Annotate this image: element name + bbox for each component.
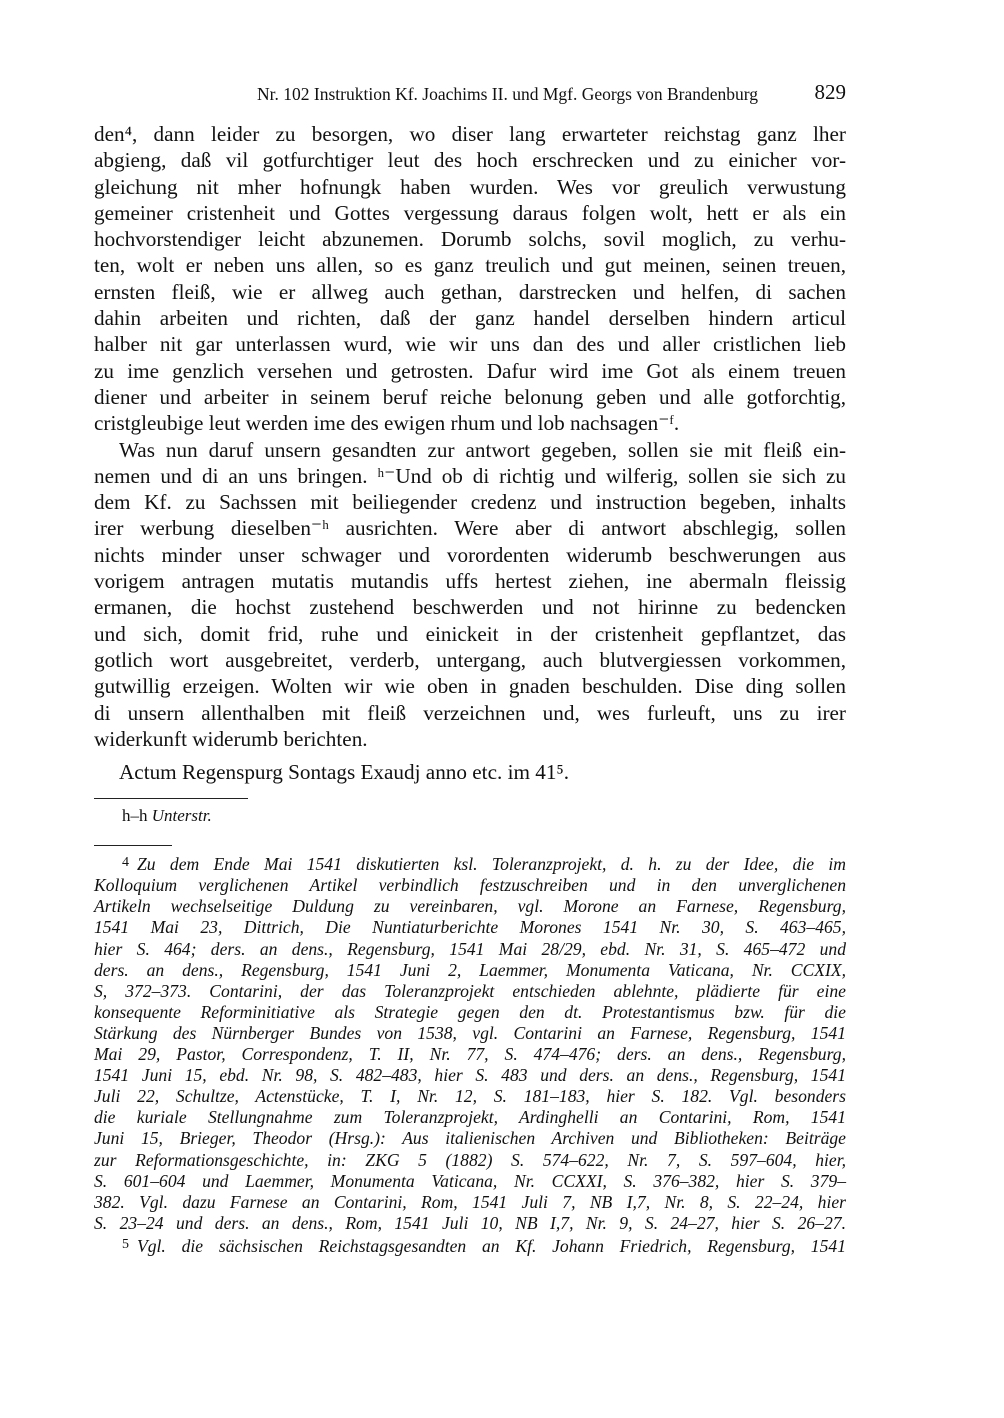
footnote-line: die kuriale Stellungnahme zum Toleranzprojekt, Ardinghelli an Contarini, Rom, 1541	[94, 1107, 846, 1128]
text-line: ernsten fleiß, wie er allweg auch gethan, darstrecken und helfen, di sachen	[94, 279, 846, 304]
text-critical-note	[122, 806, 212, 826]
text-line: vorigem antragen mutatis mutandis uffs hertest ziehen, ine abermaln fleissig	[94, 569, 846, 594]
main-text	[94, 121, 846, 785]
footnote-line: ders. an dens., Regensburg, 1541 Juni 2, Laemmer, Monumenta Vaticana, Nr. CCXIX,	[94, 959, 846, 980]
text-line: zu ime genzlich versehen und getrosten. Dafur wird ime Got als einem treuen	[94, 358, 846, 383]
text-line: den⁴, dann leider zu besorgen, wo diser lang erwarteter reichstag ganz lher	[94, 122, 846, 146]
footnotes	[94, 852, 846, 1257]
footnote-line: zur Reformationsgeschichte, in: ZKG 5 (1882) S. 574–622, Nr. 7, S. 597–604, hier,	[94, 1149, 846, 1170]
dating-line	[94, 759, 846, 785]
footnote-line: Artikeln wechselseitige Duldung zu vereinbaren, vgl. Morone an Farnese, Regensburg,	[94, 896, 846, 917]
note-text: Unterstr.	[151, 806, 212, 825]
text-line: gleichung nit mher hofnungk haben wurden. Wes vor greulich verwustung	[94, 174, 846, 199]
footnote-rule	[94, 845, 172, 846]
footnote-line: Juli 22, Schultze, Actenstücke, T. I, Nr. 12, S. 181–183, hier S. 182. Vgl. besonders	[94, 1086, 846, 1107]
text-line: und sich, domit frid, ruhe und einickeit in der cristenheit gepflantzet, das	[94, 621, 846, 646]
text-line: diener und arbeiter in seinem beruf reiche belonung geben und alle gotforchtig,	[94, 384, 846, 409]
footnote-line: Juni 15, Brieger, Theodor (Hrsg.): Aus italienischen Archiven und Bibliotheken: Beiträge	[94, 1128, 846, 1149]
footnote-line: Stärkung des Nürnberger Bundes von 1538, vgl. Contarini an Farnese, Regensburg, 1541	[94, 1022, 846, 1043]
text-critical-rule	[94, 798, 248, 799]
note-mark: h–h	[122, 806, 148, 825]
paragraph-1	[94, 121, 846, 437]
text-line: gutwillig erzeigen. Wolten wir wie oben in gnaden beschulden. Dise ding sollen	[94, 674, 846, 699]
text-line: widerkunft widerumb berichten.	[94, 726, 368, 751]
paragraph-2	[94, 437, 846, 753]
footnote-number: 4	[122, 855, 129, 870]
footnote-line: 1541 Juni 15, ebd. Nr. 98, S. 482–483, hier S. 483 und ders. an dens., Regensburg, 1541	[94, 1065, 846, 1086]
footnote-line: S. 23–24 und ders. an dens., Rom, 1541 Juli 10, NB I,7, Nr. 9, S. 24–27, hier S. 26–27.	[94, 1212, 846, 1233]
footnote-line: konsequente Reforminitiative als Strategie gegen den dt. Protestantismus bzw. für die	[94, 1001, 846, 1022]
text-line: di unsern allenthalben mit fleiß verzeichnen und, wes furleuft, uns zu irer	[94, 700, 846, 725]
text-line: Actum Regenspurg Sontags Exaudj anno etc. im 41⁵.	[119, 760, 570, 785]
text-line: nemen und di an uns bringen. ʰ⁻Und ob di richtig und wilferig, sollen sie sich zu	[94, 463, 846, 488]
text-line: hochvorstendiger leicht abzunemen. Dorumb solchs, sovil moglich, zu verhu-	[94, 227, 846, 252]
footnote-line: Mai 29, Pastor, Correspondenz, T. II, Nr. 77, S. 474–476; ders. an dens., Regensburg,	[94, 1044, 846, 1065]
footnote-line: Kolloquium verglichenen Artikel verbindlich festzuschreiben und in den unverglichenen	[94, 875, 846, 896]
footnote-line: hier S. 464; ders. an dens., Regensburg, 1541 Mai 28/29, ebd. Nr. 31, S. 465–472 und	[94, 938, 846, 959]
text-line: halber nit gar unterlassen wurd, wie wir uns dan des und aller cristlichen lieb	[94, 332, 846, 357]
text-line: gemeiner cristenheit und Gottes vergessung daraus folgen wolt, hett er als ein	[94, 200, 846, 225]
text-line: dem Kf. zu Sachssen mit beiliegender credenz und instruction begeben, inhalts	[94, 490, 846, 515]
text-line: cristgleubige leut werden ime des ewigen rhum und lob nachsagen⁻ᶠ.	[94, 411, 680, 436]
text-line: Was nun daruf unsern gesandten zur antwort gegeben, sollen sie mit fleiß ein-	[119, 437, 846, 462]
text-line: dahin arbeiten und richten, daß der ganz handel derselben hindern articul	[94, 306, 846, 331]
footnote-line: S, 372–373. Contarini, der das Toleranzprojekt entschieden ablehnte, plädierte für eine	[94, 980, 846, 1001]
page-number: 829	[814, 80, 846, 104]
footnote-line: 1541 Mai 23, Dittrich, Die Nuntiaturberichte Morones 1541 Nr. 30, S. 463–465,	[94, 917, 846, 938]
text-line: ten, wolt er neben uns allen, so es ganz treulich und gut meinen, seinen treuen,	[94, 253, 846, 278]
text-line: irer werbung dieselben⁻ʰ ausrichten. Were aber di antwort abschlegig, sollen	[94, 516, 846, 541]
running-header	[94, 80, 846, 110]
text-line: gotlich wort ausgebreitet, verderb, untergang, auch blutvergiessen vorkommen,	[94, 647, 846, 672]
footnote-number: 5	[122, 1236, 129, 1252]
footnote-5	[94, 1234, 846, 1257]
footnote-line: 382. Vgl. dazu Farnese an Contarini, Rom, 1541 Juli 7, NB I,7, Nr. 8, S. 22–24, hier	[94, 1191, 846, 1212]
footnote-4	[94, 852, 846, 1234]
footnote-line: S. 601–604 und Laemmer, Monumenta Vaticana, Nr. CCXXI, S. 376–382, hier S. 379–	[94, 1170, 846, 1191]
footnote-line: $^5$ Vgl. die sächsischen Reichstagsgesandten an Kf. Johann Friedrich, Regensburg, 1541	[122, 1236, 846, 1257]
footnote-line: $^4$ Zu dem Ende Mai 1541 diskutierten ksl. Toleranzprojekt, d. h. zu der Idee, die im	[122, 854, 846, 875]
text-line: abgieng, daß vil gotfurchtiger leut des hoch erschrecken und zu einicher vor-	[94, 148, 846, 173]
text-line: nichts minder unser schwager und vorordenten widerumb beschwerungen aus	[94, 542, 846, 567]
running-title: Nr. 102 Instruktion Kf. Joachims II. und Mgf. Georgs von Brandenburg	[257, 84, 758, 104]
text-line: ermanen, die hochst zustehend beschwerden und not hirinne zu bedencken	[94, 595, 846, 620]
